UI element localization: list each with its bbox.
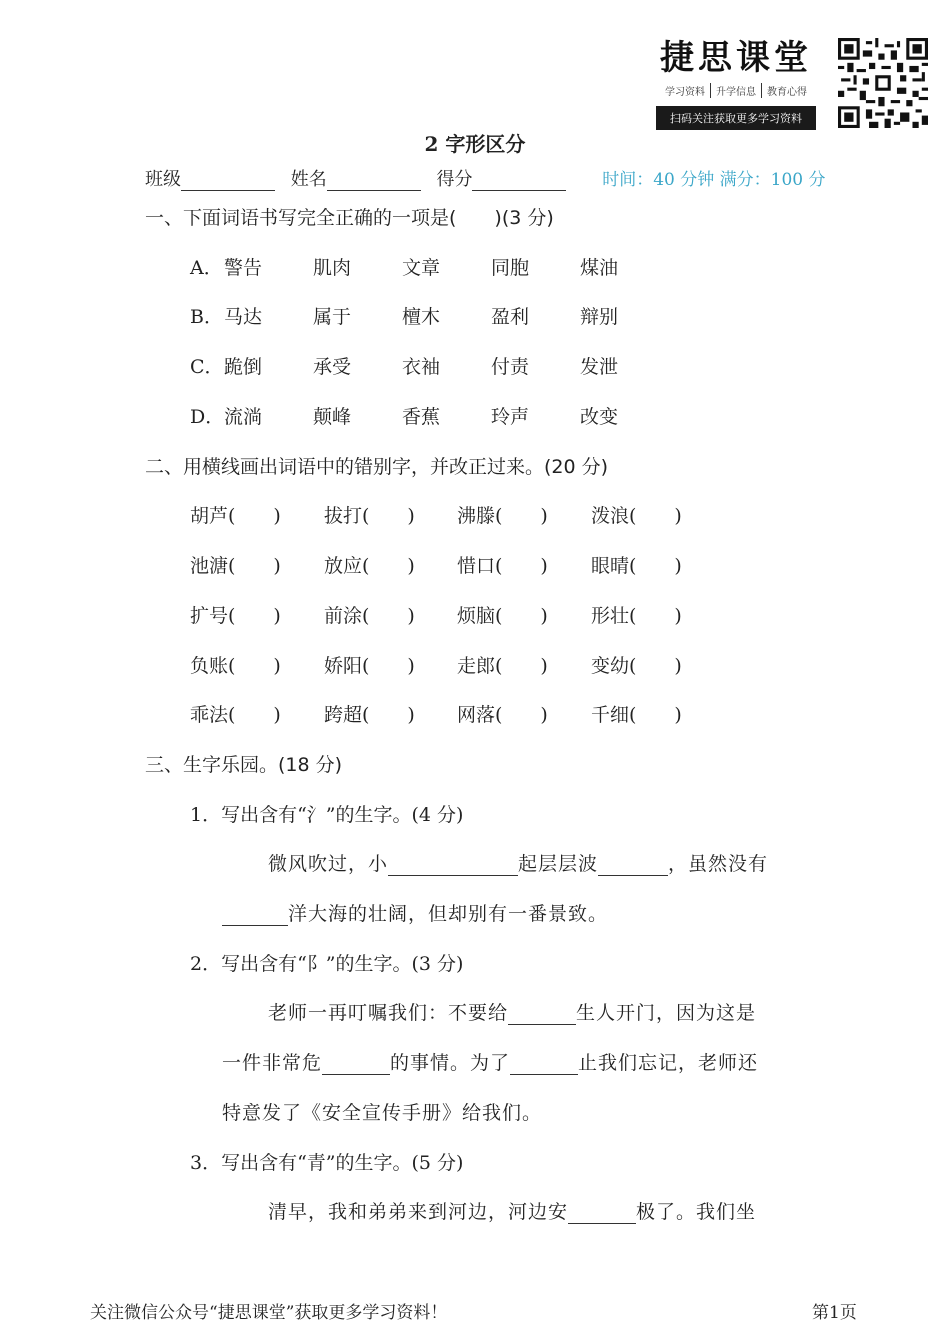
fill-blank[interactable] <box>568 1203 636 1224</box>
text-segment: 一件非常危 <box>222 1052 323 1074</box>
error-word-cell[interactable]: 烦脑( ) <box>457 605 548 627</box>
text-segment: 止我们忘记，老师还 <box>578 1052 759 1074</box>
score-field[interactable] <box>472 170 566 191</box>
brand-name: 捷思课堂 <box>660 38 812 78</box>
option-word: 发泄 <box>580 356 619 378</box>
text-segment: 清早，我和弟弟来到河边，河边安 <box>268 1201 569 1223</box>
brand-bar: 扫码关注获取更多学习资料 <box>656 106 816 130</box>
brand-block <box>656 30 816 130</box>
error-word-cell[interactable]: 放应( ) <box>324 555 415 577</box>
option-label: A． <box>190 257 223 279</box>
text-segment: 洋大海的壮阔，但却别有一番景致。 <box>288 903 609 925</box>
error-word-cell[interactable]: 泼浪( ) <box>591 505 682 527</box>
text-segment: 生人开门，因为这是 <box>576 1002 757 1024</box>
option-word: 煤油 <box>580 257 619 279</box>
error-word-cell[interactable]: 千细( ) <box>591 704 682 726</box>
fill-blank[interactable] <box>222 905 288 926</box>
name-label: 姓名 <box>290 169 327 190</box>
error-word-cell[interactable]: 拔打( ) <box>324 505 415 527</box>
q3-sub1-line2 <box>222 899 608 926</box>
text-segment: 极了。我们坐 <box>636 1201 757 1223</box>
q1-option-b[interactable] <box>190 302 669 329</box>
error-word-cell[interactable]: 娇阳( ) <box>324 655 415 677</box>
error-word-cell[interactable]: 形壮( ) <box>591 605 682 627</box>
q1-option-c[interactable] <box>190 352 669 379</box>
time-score-info: 时间：40 分钟 满分：100 分 <box>602 170 826 190</box>
fill-blank[interactable] <box>322 1054 390 1075</box>
qr-code-icon[interactable] <box>838 38 928 128</box>
text-segment: ，虽然没有 <box>668 853 769 875</box>
option-word: 流淌 <box>224 406 263 428</box>
option-label: D． <box>190 406 225 428</box>
error-word-cell[interactable]: 惜口( ) <box>457 555 548 577</box>
option-word: 衣袖 <box>402 356 441 378</box>
option-word: 檀木 <box>402 306 441 328</box>
error-word-cell[interactable]: 变幼( ) <box>591 655 682 677</box>
error-word-cell[interactable]: 网落( ) <box>457 704 548 726</box>
q3-heading: 三、生字乐园。(18 分) <box>145 754 343 776</box>
option-word: 马达 <box>224 306 263 328</box>
option-word: 颠峰 <box>313 406 352 428</box>
q3-sub1-line1 <box>268 849 768 876</box>
option-word: 辩别 <box>580 306 619 328</box>
text-segment: 的事情。为了 <box>390 1052 511 1074</box>
fill-blank[interactable] <box>510 1054 578 1075</box>
option-word: 盈利 <box>491 306 530 328</box>
error-word-cell[interactable]: 池溏( ) <box>190 555 281 577</box>
brand-tag: 教育心得 <box>761 83 812 98</box>
option-word: 文章 <box>402 257 441 279</box>
class-label: 班级 <box>145 169 181 190</box>
footer-note: 关注微信公众号“捷思课堂”获取更多学习资料！ <box>90 1303 448 1323</box>
q1-option-d[interactable] <box>190 402 669 429</box>
text-segment: 老师一再叮嘱我们：不要给 <box>268 1002 509 1024</box>
class-field[interactable] <box>181 170 275 191</box>
fill-blank[interactable] <box>508 1004 576 1025</box>
score-label: 得分 <box>436 169 473 190</box>
option-word: 肌肉 <box>313 257 352 279</box>
option-word: 改变 <box>580 406 619 428</box>
q1-heading: 一、下面词语书写完全正确的一项是( )(3 分) <box>145 207 554 229</box>
q2-heading: 二、用横线画出词语中的错别字，并改正过来。(20 分) <box>145 456 609 478</box>
q3-sub3-prompt: 3．写出含有“青”的生字。(5 分) <box>190 1152 464 1174</box>
brand-tags <box>656 83 816 98</box>
brand-tag: 升学信息 <box>710 83 761 98</box>
option-word: 警告 <box>224 257 263 279</box>
student-info-line <box>145 165 826 191</box>
option-label: B． <box>190 306 223 328</box>
option-word: 同胞 <box>491 257 530 279</box>
error-word-cell[interactable]: 跨超( ) <box>324 704 415 726</box>
error-word-cell[interactable]: 走郎( ) <box>457 655 548 677</box>
error-word-cell[interactable]: 胡芦( ) <box>190 505 281 527</box>
q3-sub2-line3: 特意发了《安全宣传手册》给我们。 <box>222 1102 543 1124</box>
option-word: 承受 <box>313 356 352 378</box>
option-word: 跪倒 <box>224 356 263 378</box>
error-word-cell[interactable]: 沸滕( ) <box>457 505 548 527</box>
option-word: 属于 <box>313 306 352 328</box>
option-word: 付责 <box>491 356 530 378</box>
error-word-cell[interactable]: 前涂( ) <box>324 605 415 627</box>
q1-option-a[interactable] <box>190 253 669 280</box>
name-field[interactable] <box>327 170 421 191</box>
q3-sub1-prompt: 1．写出含有“氵”的生字。(4 分) <box>190 804 464 826</box>
option-word: 香蕉 <box>402 406 441 428</box>
page-number: 第1页 <box>812 1303 857 1323</box>
option-word: 玲声 <box>491 406 530 428</box>
error-word-cell[interactable]: 眼晴( ) <box>591 555 682 577</box>
error-word-cell[interactable]: 负账( ) <box>190 655 281 677</box>
q3-sub2-line2 <box>222 1048 758 1075</box>
text-segment: 微风吹过，小 <box>268 853 389 875</box>
text-segment: 起层层波 <box>518 853 599 875</box>
option-label: C． <box>190 356 224 378</box>
fill-blank[interactable] <box>598 855 668 876</box>
error-word-cell[interactable]: 扩号( ) <box>190 605 281 627</box>
q3-sub2-line1 <box>268 998 756 1025</box>
error-word-cell[interactable]: 乖法( ) <box>190 704 281 726</box>
q3-sub2-prompt: 2．写出含有“阝”的生字。(3 分) <box>190 953 464 975</box>
fill-blank[interactable] <box>388 855 518 876</box>
q3-sub3-line1 <box>268 1197 756 1224</box>
brand-tag: 学习资料 <box>665 87 705 98</box>
page-title: 2 字形区分 <box>424 132 526 156</box>
